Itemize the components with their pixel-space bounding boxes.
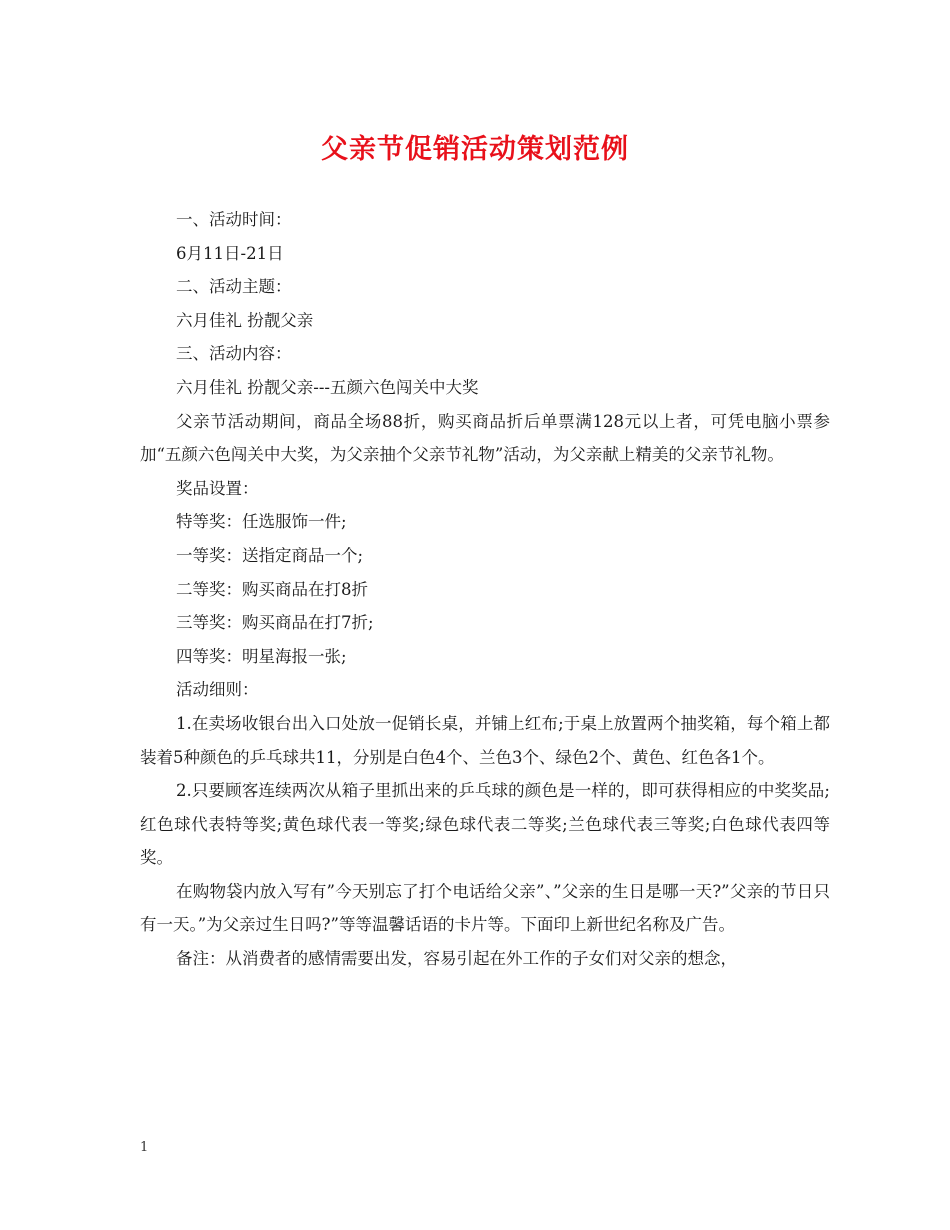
paragraph: 一等奖：送指定商品一个; (176, 545, 364, 565)
paragraph: 活动细则： (176, 680, 259, 700)
paragraph: 6月11日-21日 (176, 243, 284, 263)
paragraph: 在购物袋内放入写有”今天别忘了打个电话给父亲”、”父亲的生日是哪一天?”父亲的节日只有一天。”为父亲过生日吗?”等等温馨话语的卡片等。下面印上新世纪名称及广告。 (140, 881, 830, 935)
paragraph: 特等奖：任选服饰一件; (176, 512, 347, 532)
document-body (140, 203, 830, 976)
paragraph: 二等奖：购买商品在打8折 (176, 579, 368, 599)
paragraph: 三等奖：购买商品在打7折; (176, 613, 374, 633)
paragraph: 奖品设置： (176, 478, 259, 498)
paragraph: 1.在卖场收银台出入口处放一促销长桌，并铺上红布;于桌上放置两个抽奖箱，每个箱上都装着5种颜色的乒乓球共11，分别是白色4个、兰色3个、绿色2个、黄色、红色各1个。 (140, 713, 830, 767)
paragraph: 二、活动主题： (176, 277, 292, 297)
paragraph: 三、活动内容： (176, 344, 292, 364)
paragraph: 六月佳礼 扮靓父亲 (176, 310, 314, 330)
paragraph: 一、活动时间： (176, 210, 292, 229)
page-number: 1 (140, 1140, 149, 1155)
document-title: 父亲节促销活动策划范例 (321, 134, 629, 165)
paragraph: 备注：从消费者的感情需要出发，容易引起在外工作的子女们对父亲的想念， (176, 949, 737, 969)
paragraph: 2.只要顾客连续两次从箱子里抓出来的乒乓球的颜色是一样的，即可获得相应的中奖奖品;红色球代表特等奖;黄色球代表一等奖;绿色球代表二等奖;兰色球代表三等奖;白色球代表四等奖。 (140, 781, 830, 868)
paragraph: 四等奖：明星海报一张; (176, 646, 347, 666)
paragraph: 六月佳礼 扮靓父亲---五颜六色闯关中大奖 (176, 377, 479, 397)
paragraph: 父亲节活动期间，商品全场88折，购买商品折后单票满128元以上者，可凭电脑小票参加“五颜六色闯关中大奖，为父亲抽个父亲节礼物”活动，为父亲献上精美的父亲节礼物。 (140, 411, 830, 465)
